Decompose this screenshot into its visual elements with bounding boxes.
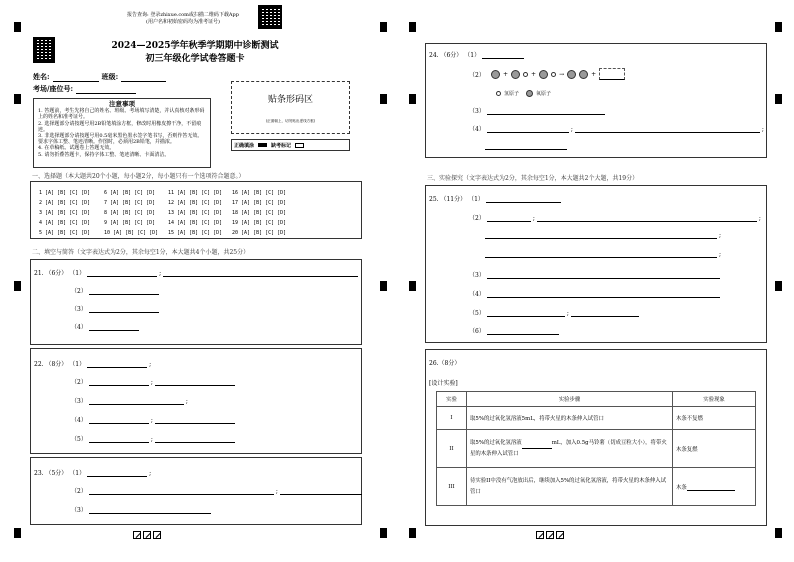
timing-mark <box>380 22 387 32</box>
choice-row[interactable]: 5 [A] [B] [C] [D] <box>39 230 91 236</box>
q21-label: 21. （6分） <box>34 270 68 277</box>
page-marks-right <box>536 531 564 539</box>
page-subtitle: 初三年级化学试卷答题卡 <box>145 54 245 64</box>
q22-part4 <box>71 415 235 424</box>
barcode-area <box>231 81 350 134</box>
q24-part1 <box>429 50 524 59</box>
choice-col-2 <box>104 188 158 238</box>
seat-label: 考场/座位号: <box>33 84 74 93</box>
correct-fill-label: 正确填涂 <box>234 142 255 149</box>
q21-p4-label: （4） <box>71 324 87 331</box>
note-item: 3. 非选择题部分请按题号用0.5毫米黑色墨水签字笔书写，否则作答无效。要求字体工整、笔迹清晰。作图时，必须用2B铅笔，并描浓。 <box>38 133 203 146</box>
q25-part5: （5） ; <box>469 308 639 317</box>
choice-row[interactable]: 13 [A] [B] [C] [D] <box>168 210 223 216</box>
table-row <box>437 407 756 430</box>
q24-part2 <box>469 70 485 79</box>
class-field[interactable] <box>121 75 166 82</box>
answer-blank[interactable] <box>485 232 717 239</box>
q25-part4 <box>469 289 720 298</box>
absent-label: 缺考标记 <box>271 142 292 149</box>
q25-box <box>425 185 767 343</box>
experiment-id: I <box>437 407 467 430</box>
name-field[interactable] <box>53 75 99 82</box>
experiment-result: 木条不复燃 <box>673 407 756 430</box>
answer-blank[interactable] <box>87 470 147 477</box>
q21-p1-label: （1） <box>69 270 86 277</box>
oxygen-atom-icon <box>491 70 500 79</box>
answer-blank[interactable] <box>487 328 559 335</box>
filled-example-icon <box>258 143 267 147</box>
fill-legend <box>231 139 350 151</box>
experiment-step: 取5%的过氧化氢溶液5mL，将带火星的木条伸入试管口 <box>467 407 673 430</box>
choice-row[interactable]: 16 [A] [B] [C] [D] <box>232 190 287 196</box>
q24-box <box>425 43 767 158</box>
choice-row[interactable]: 3 [A] [B] [C] [D] <box>39 210 91 216</box>
q21-p2-label: （2） <box>71 288 87 295</box>
answer-blank[interactable] <box>485 143 567 150</box>
q22-label: 22. （8分） <box>34 361 68 368</box>
plus-sign: + <box>503 70 509 78</box>
choice-row[interactable]: 19 [A] [B] [C] [D] <box>232 220 287 226</box>
app-qr-code <box>258 5 282 29</box>
q25-p3-label: （3） <box>469 272 485 279</box>
q23-box <box>30 457 362 525</box>
separator: ; <box>150 379 153 386</box>
barcode-hint: (正面朝上，切勿贴出虚线方框) <box>265 119 316 123</box>
molecule-diagram <box>491 68 625 80</box>
timing-mark <box>14 281 21 291</box>
timing-mark <box>409 94 416 104</box>
oxygen-atom-icon <box>539 70 548 79</box>
oxygen-atom-icon <box>511 70 520 79</box>
name-class-row <box>33 72 166 82</box>
seat-row <box>33 84 136 94</box>
q23-p3-label: （3） <box>71 507 87 514</box>
answer-blank[interactable] <box>89 306 159 313</box>
separator: ; <box>150 436 153 443</box>
answer-blank[interactable] <box>487 291 720 298</box>
choice-row[interactable]: 10 [A] [B] [C] [D] <box>104 230 159 236</box>
seat-field[interactable] <box>76 87 136 94</box>
choice-row[interactable]: 15 [A] [B] [C] [D] <box>168 230 223 236</box>
answer-blank[interactable] <box>482 52 524 59</box>
experiment-table <box>436 391 756 506</box>
q21-part3 <box>71 304 159 313</box>
experiment-step: 待实验II中没有气泡放出后，继续加入5%的过氧化氢溶液，将带火星的木条伸入试管口 <box>467 468 673 506</box>
plus-sign: + <box>591 70 597 78</box>
q23-part3 <box>71 505 211 514</box>
q25-part2-cont: ; <box>485 251 721 258</box>
header-cell: 实验步骤 <box>467 392 673 407</box>
choice-row[interactable]: 12 [A] [B] [C] [D] <box>168 200 223 206</box>
answer-blank[interactable] <box>163 270 358 277</box>
page-title: 2024—2025学年秋季学期期中诊断测试 <box>111 41 279 51</box>
legend-hydrogen: 氢原子 <box>504 91 520 97</box>
choice-box <box>30 181 362 239</box>
q24-p2-label: （2） <box>469 72 485 79</box>
answer-blank[interactable] <box>87 270 157 277</box>
answer-blank[interactable] <box>537 215 757 222</box>
separator: ; <box>185 398 188 405</box>
choice-row[interactable]: 20 [A] [B] [C] [D] <box>232 230 287 236</box>
answer-blank[interactable] <box>155 417 235 424</box>
timing-mark <box>775 528 782 538</box>
table-header-row <box>437 392 756 407</box>
timing-mark <box>14 528 21 538</box>
q22-p5-label: （5） <box>71 436 87 443</box>
answer-blank[interactable] <box>280 488 362 495</box>
design-label: [设计实验] <box>429 380 458 387</box>
choice-row[interactable]: 18 [A] [B] [C] [D] <box>232 210 287 216</box>
q22-p2-label: （2） <box>71 379 87 386</box>
q25-p6-label: （6） <box>469 328 485 335</box>
choice-row[interactable]: 6 [A] [B] [C] [D] <box>104 190 156 196</box>
q24-p4-label: （4） <box>469 126 485 133</box>
answer-blank[interactable] <box>487 272 720 279</box>
timing-mark <box>380 281 387 291</box>
q24-label: 24. （6分） <box>429 52 463 59</box>
answer-blank[interactable] <box>89 379 149 386</box>
timing-mark <box>409 281 416 291</box>
page-marks-left <box>133 531 161 539</box>
notes-box <box>33 98 211 168</box>
choice-col-4 <box>232 188 286 238</box>
oxygen-atom-icon <box>579 70 588 79</box>
separator: ; <box>149 361 152 368</box>
choice-row[interactable]: 17 [A] [B] [C] [D] <box>232 200 287 206</box>
q24-p1-label: （1） <box>464 52 481 59</box>
q22-p1-label: （1） <box>69 361 86 368</box>
q24-p3-label: （3） <box>469 108 485 115</box>
answer-blank[interactable] <box>89 436 149 443</box>
choice-col-1 <box>39 188 90 238</box>
answer-blank[interactable] <box>487 108 605 115</box>
q21-part4 <box>71 322 139 331</box>
q22-part1 <box>34 359 151 368</box>
answer-blank[interactable] <box>89 488 274 495</box>
choice-row[interactable]: 14 [A] [B] [C] [D] <box>168 220 223 226</box>
q25-p2-label: （2） <box>469 215 485 222</box>
q25-label: 25. （11分） <box>429 196 467 203</box>
notes-title: 注意事项 <box>109 100 135 108</box>
table-row <box>437 468 756 506</box>
note-item: 2. 选择题部分请按题号用2B铅笔填涂方框，修改时用橡皮擦干净，不留痕迹。 <box>38 120 202 133</box>
atom-legend <box>496 90 551 97</box>
answer-blank[interactable] <box>687 485 735 491</box>
reaction-arrow: → <box>559 70 565 78</box>
experiment-id: II <box>437 430 467 468</box>
timing-mark <box>409 22 416 32</box>
table-row <box>437 430 756 468</box>
q23-part1 <box>34 468 151 477</box>
q23-p1-label: （1） <box>69 470 86 477</box>
timing-mark <box>380 94 387 104</box>
q25-part1 <box>429 194 561 203</box>
legend-oxygen: 氧原子 <box>536 91 552 97</box>
header-cell: 实验 <box>437 392 467 407</box>
product-blank-box[interactable] <box>599 68 625 80</box>
answer-blank[interactable] <box>89 417 149 424</box>
q25-part6 <box>469 326 559 335</box>
answer-blank[interactable] <box>89 507 211 514</box>
experiment-result <box>673 468 756 506</box>
separator: ; <box>150 417 153 424</box>
choice-row[interactable]: 2 [A] [B] [C] [D] <box>39 200 91 206</box>
choice-row[interactable]: 7 [A] [B] [C] [D] <box>104 200 156 206</box>
q25-p4-label: （4） <box>469 291 485 298</box>
answer-blank[interactable] <box>575 126 760 133</box>
choice-row[interactable]: 8 [A] [B] [C] [D] <box>104 210 156 216</box>
q22-box <box>30 348 362 454</box>
section3-title: 三、实验探究（文字表达式为2分，其余每空1分，本大题共2个大题，共19分） <box>427 175 639 182</box>
barcode-title: 贴条形码区 <box>267 95 313 105</box>
report-notice: 报告查询: 登录zhixue.com或扫描二维码下载App (用户名和初始密码均为准考证号) <box>127 12 239 25</box>
timing-mark <box>775 281 782 291</box>
choice-row[interactable]: 4 [A] [B] [C] [D] <box>39 220 91 226</box>
q22-part5 <box>71 434 235 443</box>
timing-mark <box>380 528 387 538</box>
q25-part2-cont: ; <box>485 232 721 239</box>
separator: ; <box>275 488 278 495</box>
timing-mark <box>14 22 21 32</box>
answer-blank[interactable] <box>487 126 569 133</box>
q25-part2: （2） ; ; <box>469 215 761 222</box>
header-cell: 实验现象 <box>673 392 756 407</box>
q21-p3-label: （3） <box>71 306 87 313</box>
section2-title: 二、填空与简答（文字表达式为2分，其余每空1分，本大题共4个小题，共25分） <box>32 249 250 256</box>
answer-blank[interactable] <box>155 436 235 443</box>
hydrogen-atom-icon <box>523 72 528 77</box>
hydrogen-atom-icon <box>496 91 501 96</box>
q26-label: 26.（8分） <box>429 360 461 367</box>
answer-blank[interactable] <box>571 310 639 317</box>
note-item: 1. 答题前，考生先将自己的姓名、班级、考场填写清楚，并认真核对条形码上的姓名和准考证号。 <box>38 108 205 121</box>
note-item: 5. 请勿折叠答题卡，保持字体工整、笔迹清晰、卡面清洁。 <box>38 151 170 158</box>
answer-blank[interactable] <box>487 215 531 222</box>
class-label: 班级: <box>101 72 119 81</box>
answer-blank[interactable] <box>486 196 561 203</box>
q23-p2-label: （2） <box>71 488 87 495</box>
choice-row[interactable]: 11 [A] [B] [C] [D] <box>168 190 223 196</box>
timing-mark <box>409 528 416 538</box>
section1-title: 一、选择题（本大题共20个小题，每小题2分，每小题只有一个选项符合题意。） <box>32 173 245 180</box>
timing-mark <box>775 94 782 104</box>
answer-blank[interactable] <box>485 251 717 258</box>
q24-part3 <box>469 106 605 115</box>
choice-row[interactable]: 9 [A] [B] [C] [D] <box>104 220 156 226</box>
q25-p5-label: （5） <box>469 310 485 317</box>
q21-part1: 21. （6分） （1） ; <box>34 268 358 277</box>
answer-blank[interactable] <box>155 379 235 386</box>
answer-blank[interactable] <box>89 398 184 405</box>
answer-blank[interactable] <box>89 288 159 295</box>
oxygen-atom-icon <box>526 90 533 97</box>
choice-col-3 <box>168 188 222 238</box>
oxygen-atom-icon <box>567 70 576 79</box>
q22-p3-label: （3） <box>71 398 87 405</box>
answer-blank[interactable] <box>89 324 139 331</box>
answer-blank[interactable] <box>522 443 552 449</box>
hydrogen-atom-icon <box>551 72 556 77</box>
result-text: 木条 <box>676 484 687 491</box>
student-qr-code <box>33 37 55 63</box>
step-text: mL，加入0.5g马铃薯（切成豆粒大小），将带火星的木条伸入试管口 <box>470 439 667 457</box>
q23-part2 <box>71 486 362 495</box>
name-label: 姓名: <box>33 72 50 81</box>
q21-box <box>30 259 362 345</box>
choice-row[interactable]: 1 [A] [B] [C] [D] <box>39 190 91 196</box>
experiment-id: III <box>437 468 467 506</box>
note-item: 4. 在草稿纸、试题卷上答题无效。 <box>38 145 115 152</box>
experiment-step <box>467 430 673 468</box>
experiment-result: 木条复燃 <box>673 430 756 468</box>
q22-p4-label: （4） <box>71 417 87 424</box>
answer-blank[interactable] <box>487 310 565 317</box>
q24-part4: （4） ; ; <box>469 126 764 133</box>
step-text: 取5%的过氧化氢溶液 <box>470 439 522 446</box>
q23-label: 23. （5分） <box>34 470 68 477</box>
absent-checkbox[interactable] <box>295 143 304 148</box>
plus-sign: + <box>531 70 537 78</box>
timing-mark <box>775 22 782 32</box>
q25-part3 <box>469 270 720 279</box>
answer-blank[interactable] <box>87 361 147 368</box>
q22-part3 <box>71 396 188 405</box>
timing-mark <box>14 94 21 104</box>
separator: ; <box>149 470 152 477</box>
q21-part2 <box>71 286 159 295</box>
q24-part4-cont <box>485 143 567 150</box>
q25-p1-label: （1） <box>468 196 484 203</box>
q22-part2 <box>71 377 235 386</box>
